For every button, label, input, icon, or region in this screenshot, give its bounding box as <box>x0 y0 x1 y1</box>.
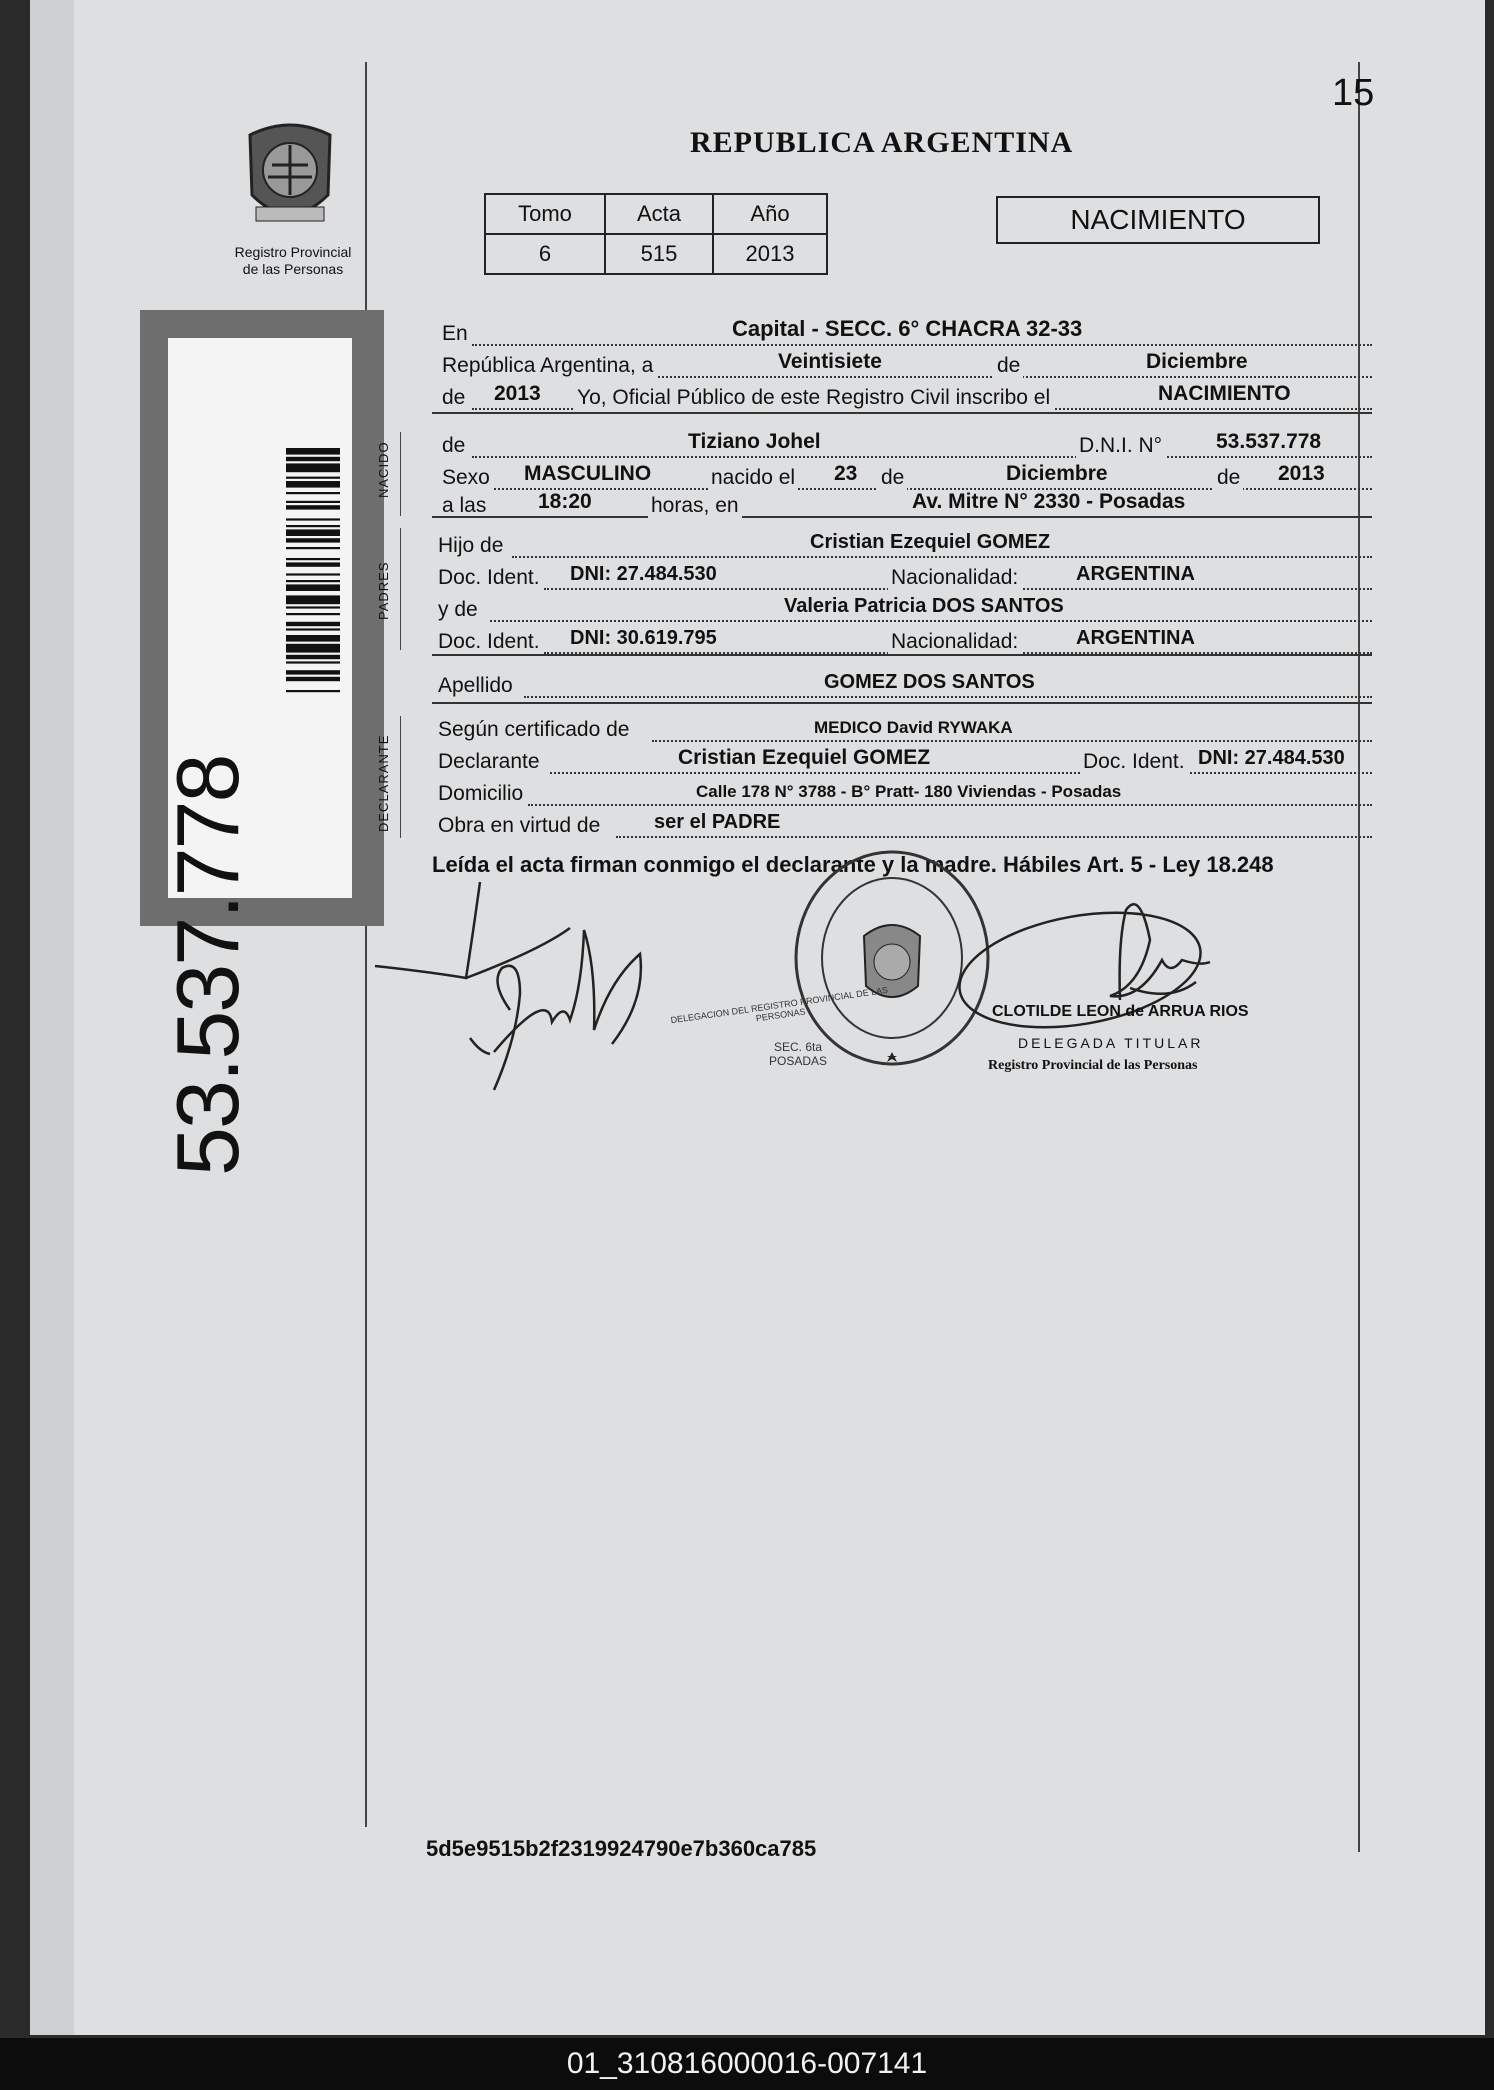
registry-label-line2: de las Personas <box>242 261 344 277</box>
row-republica <box>432 350 1372 380</box>
barcode-bar <box>286 622 340 626</box>
barcode-bar <box>286 477 340 479</box>
obra-label: Obra en virtud de <box>438 814 601 837</box>
dots <box>490 618 1372 622</box>
official-name: CLOTILDE LEON de ARRUA RIOS <box>992 1003 1249 1020</box>
row-declarante <box>432 746 1372 776</box>
misiones-crest-icon <box>240 115 340 240</box>
decl-doc-label: Doc. Ident. <box>1080 750 1188 774</box>
document-title: REPUBLICA ARGENTINA <box>690 126 1074 159</box>
barcode-bar <box>286 584 340 591</box>
row-padre-doc <box>432 562 1372 592</box>
document-type-box: NACIMIENTO <box>996 196 1320 244</box>
barcode-bar <box>286 628 340 630</box>
madre-nombre: Valeria Patricia DOS SANTOS <box>784 595 1064 617</box>
segun-label: Según certificado de <box>438 718 630 741</box>
yo-text: Yo, Oficial Público de este Registro Civil inscribo el <box>574 386 1053 410</box>
row-apellido <box>432 670 1372 700</box>
padre-nacionalidad: ARGENTINA <box>1076 563 1195 585</box>
padre-doc: DNI: 27.484.530 <box>570 563 717 585</box>
official-signature-icon <box>950 896 1210 1045</box>
sexo: MASCULINO <box>524 462 652 485</box>
dots <box>512 554 1372 558</box>
row-segun <box>432 714 1372 744</box>
dni-label: D.N.I. N° <box>1076 434 1165 458</box>
barcode-bar <box>286 529 340 536</box>
ref-table <box>484 193 828 275</box>
y-de-label: y de <box>438 598 478 621</box>
barcode-bar <box>286 492 340 494</box>
birth-month: Diciembre <box>1006 462 1108 485</box>
apellido-label: Apellido <box>438 674 513 697</box>
doc-ident-label: Doc. Ident. <box>438 566 540 589</box>
nombre-label: de <box>442 434 466 457</box>
stamp-inner-text: SEC. 6ta POSADAS <box>768 1040 828 1068</box>
declarante-doc: DNI: 27.484.530 <box>1198 747 1345 769</box>
barcode-bar <box>286 547 340 549</box>
dots <box>494 514 1372 518</box>
barcode-number: 53.537.778 <box>158 755 257 1176</box>
dots <box>472 342 1372 346</box>
barcode-bar <box>286 655 340 659</box>
certificado: MEDICO David RYWAKA <box>814 718 1013 737</box>
registry-label-line1: Registro Provincial <box>234 244 352 260</box>
dots <box>472 454 1372 458</box>
barcode-bar <box>286 562 340 566</box>
row-yo <box>432 382 1372 412</box>
domicilio: Calle 178 N° 3788 - B° Pratt- 180 Viviendas - Posadas <box>696 782 1122 801</box>
hora: 18:20 <box>538 490 592 513</box>
barcode-bar <box>286 580 340 582</box>
barcode-bar <box>286 670 340 674</box>
birth-de-label: de <box>878 466 907 490</box>
obra: ser el PADRE <box>654 811 781 833</box>
nacido-el-label: nacido el <box>708 466 798 490</box>
registry-stamp-icon <box>796 852 988 1064</box>
ref-header-acta: Acta <box>605 194 713 234</box>
page-number: 15 <box>1332 72 1375 114</box>
row-nombre <box>432 430 1372 460</box>
en-label: En <box>442 322 468 345</box>
barcode-bar <box>286 690 340 692</box>
ref-header-ano: Año <box>713 194 827 234</box>
de-label-2: de <box>442 386 466 409</box>
barcode-bars <box>286 448 340 868</box>
a-las-label: a las <box>442 494 487 517</box>
row-hora <box>432 490 1372 520</box>
ref-value-tomo: 6 <box>485 234 605 274</box>
section-label-nacido: NACIDO <box>376 441 391 498</box>
barcode-bar <box>286 448 340 455</box>
page-edge <box>30 0 74 2035</box>
madre-doc: DNI: 30.619.795 <box>570 627 717 649</box>
row-en <box>432 318 1372 348</box>
barcode-label <box>140 310 384 1176</box>
stamp-ring-text: DELEGACION DEL REGISTRO PROVINCIAL DE LAS PERSONAS <box>669 984 889 1026</box>
ref-value-ano: 2013 <box>713 234 827 274</box>
certificate-page <box>30 0 1485 2035</box>
row-hijo-de <box>432 530 1372 560</box>
nacionalidad-label: Nacionalidad: <box>888 566 1021 590</box>
barcode-bar <box>286 573 340 575</box>
birth-day: 23 <box>834 462 858 485</box>
birth-year: 2013 <box>1278 462 1325 485</box>
barcode-bar <box>286 635 340 642</box>
document-hash: 5d5e9515b2f2319924790e7b360ca785 <box>426 1836 817 1861</box>
de-label: de <box>994 354 1023 378</box>
closing-text: Leída el acta firman conmigo el declarante y la madre. Hábiles Art. 5 - Ley 18.248 <box>432 852 1274 877</box>
madre-nacionalidad: ARGENTINA <box>1076 627 1195 649</box>
barcode-bar <box>286 505 340 509</box>
barcode-bar <box>286 661 340 663</box>
padres-bracket <box>400 528 401 650</box>
ref-header-tomo: Tomo <box>485 194 605 234</box>
declarante-label: Declarante <box>438 750 540 773</box>
section-divider-1 <box>432 412 1372 414</box>
barcode-bar <box>286 595 340 604</box>
barcode-bar <box>286 613 340 615</box>
nombre: Tiziano Johel <box>688 430 821 453</box>
horas-en-label: horas, en <box>648 494 742 518</box>
declarant-signature-icon <box>375 882 641 1090</box>
barcode-bar <box>286 463 340 472</box>
barcode-bar <box>286 525 340 527</box>
year: 2013 <box>494 382 541 405</box>
domicilio-label: Domicilio <box>438 782 524 805</box>
inscribo-value: NACIMIENTO <box>1158 382 1291 405</box>
barcode-bar <box>286 501 340 503</box>
barcode-bar <box>286 481 340 488</box>
sexo-label: Sexo <box>442 466 490 489</box>
barcode-bar <box>286 518 340 520</box>
section-divider-4 <box>432 702 1372 704</box>
row-y-de <box>432 594 1372 624</box>
nacido-bracket <box>400 432 401 516</box>
ref-value-acta: 515 <box>605 234 713 274</box>
barcode-bar <box>286 644 340 653</box>
apellido: GOMEZ DOS SANTOS <box>824 671 1035 693</box>
official-role: DELEGADA TITULAR <box>1018 1035 1204 1051</box>
dni: 53.537.778 <box>1216 430 1322 453</box>
barcode-bar <box>286 558 340 560</box>
dots <box>550 770 1372 774</box>
padre-nombre: Cristian Ezequiel GOMEZ <box>810 531 1051 553</box>
barcode-bar <box>286 677 340 681</box>
section-label-declarante: DECLARANTE <box>376 734 391 832</box>
barcode-bar <box>286 457 340 461</box>
official-office: Registro Provincial de las Personas <box>988 1058 1198 1073</box>
nacionalidad-label-2: Nacionalidad: <box>888 630 1021 654</box>
barcode-bar <box>286 538 340 542</box>
month: Diciembre <box>1146 350 1248 373</box>
dots <box>524 694 1372 698</box>
declarante-nombre: Cristian Ezequiel GOMEZ <box>678 746 931 769</box>
doc-ident-label-2: Doc. Ident. <box>438 630 540 653</box>
hijo-de-label: Hijo de <box>438 534 504 557</box>
row-madre-doc <box>432 626 1372 656</box>
row-sexo <box>432 462 1372 492</box>
barcode-bar <box>286 606 340 608</box>
section-label-padres: PADRES <box>376 561 391 620</box>
registry-label <box>213 244 373 278</box>
day-words: Veintisiete <box>778 350 882 373</box>
dots <box>652 738 1372 742</box>
lugar-nacimiento: Av. Mitre N° 2330 - Posadas <box>912 490 1186 513</box>
lugar-inscripcion: Capital - SECC. 6° CHACRA 32-33 <box>732 316 1083 341</box>
republica-label: República Argentina, a <box>442 354 654 377</box>
barcode-inner <box>158 338 352 1176</box>
scan-footer-id: 01_310816000016-007141 <box>0 2038 1494 2090</box>
birth-de2-label: de <box>1214 466 1243 490</box>
